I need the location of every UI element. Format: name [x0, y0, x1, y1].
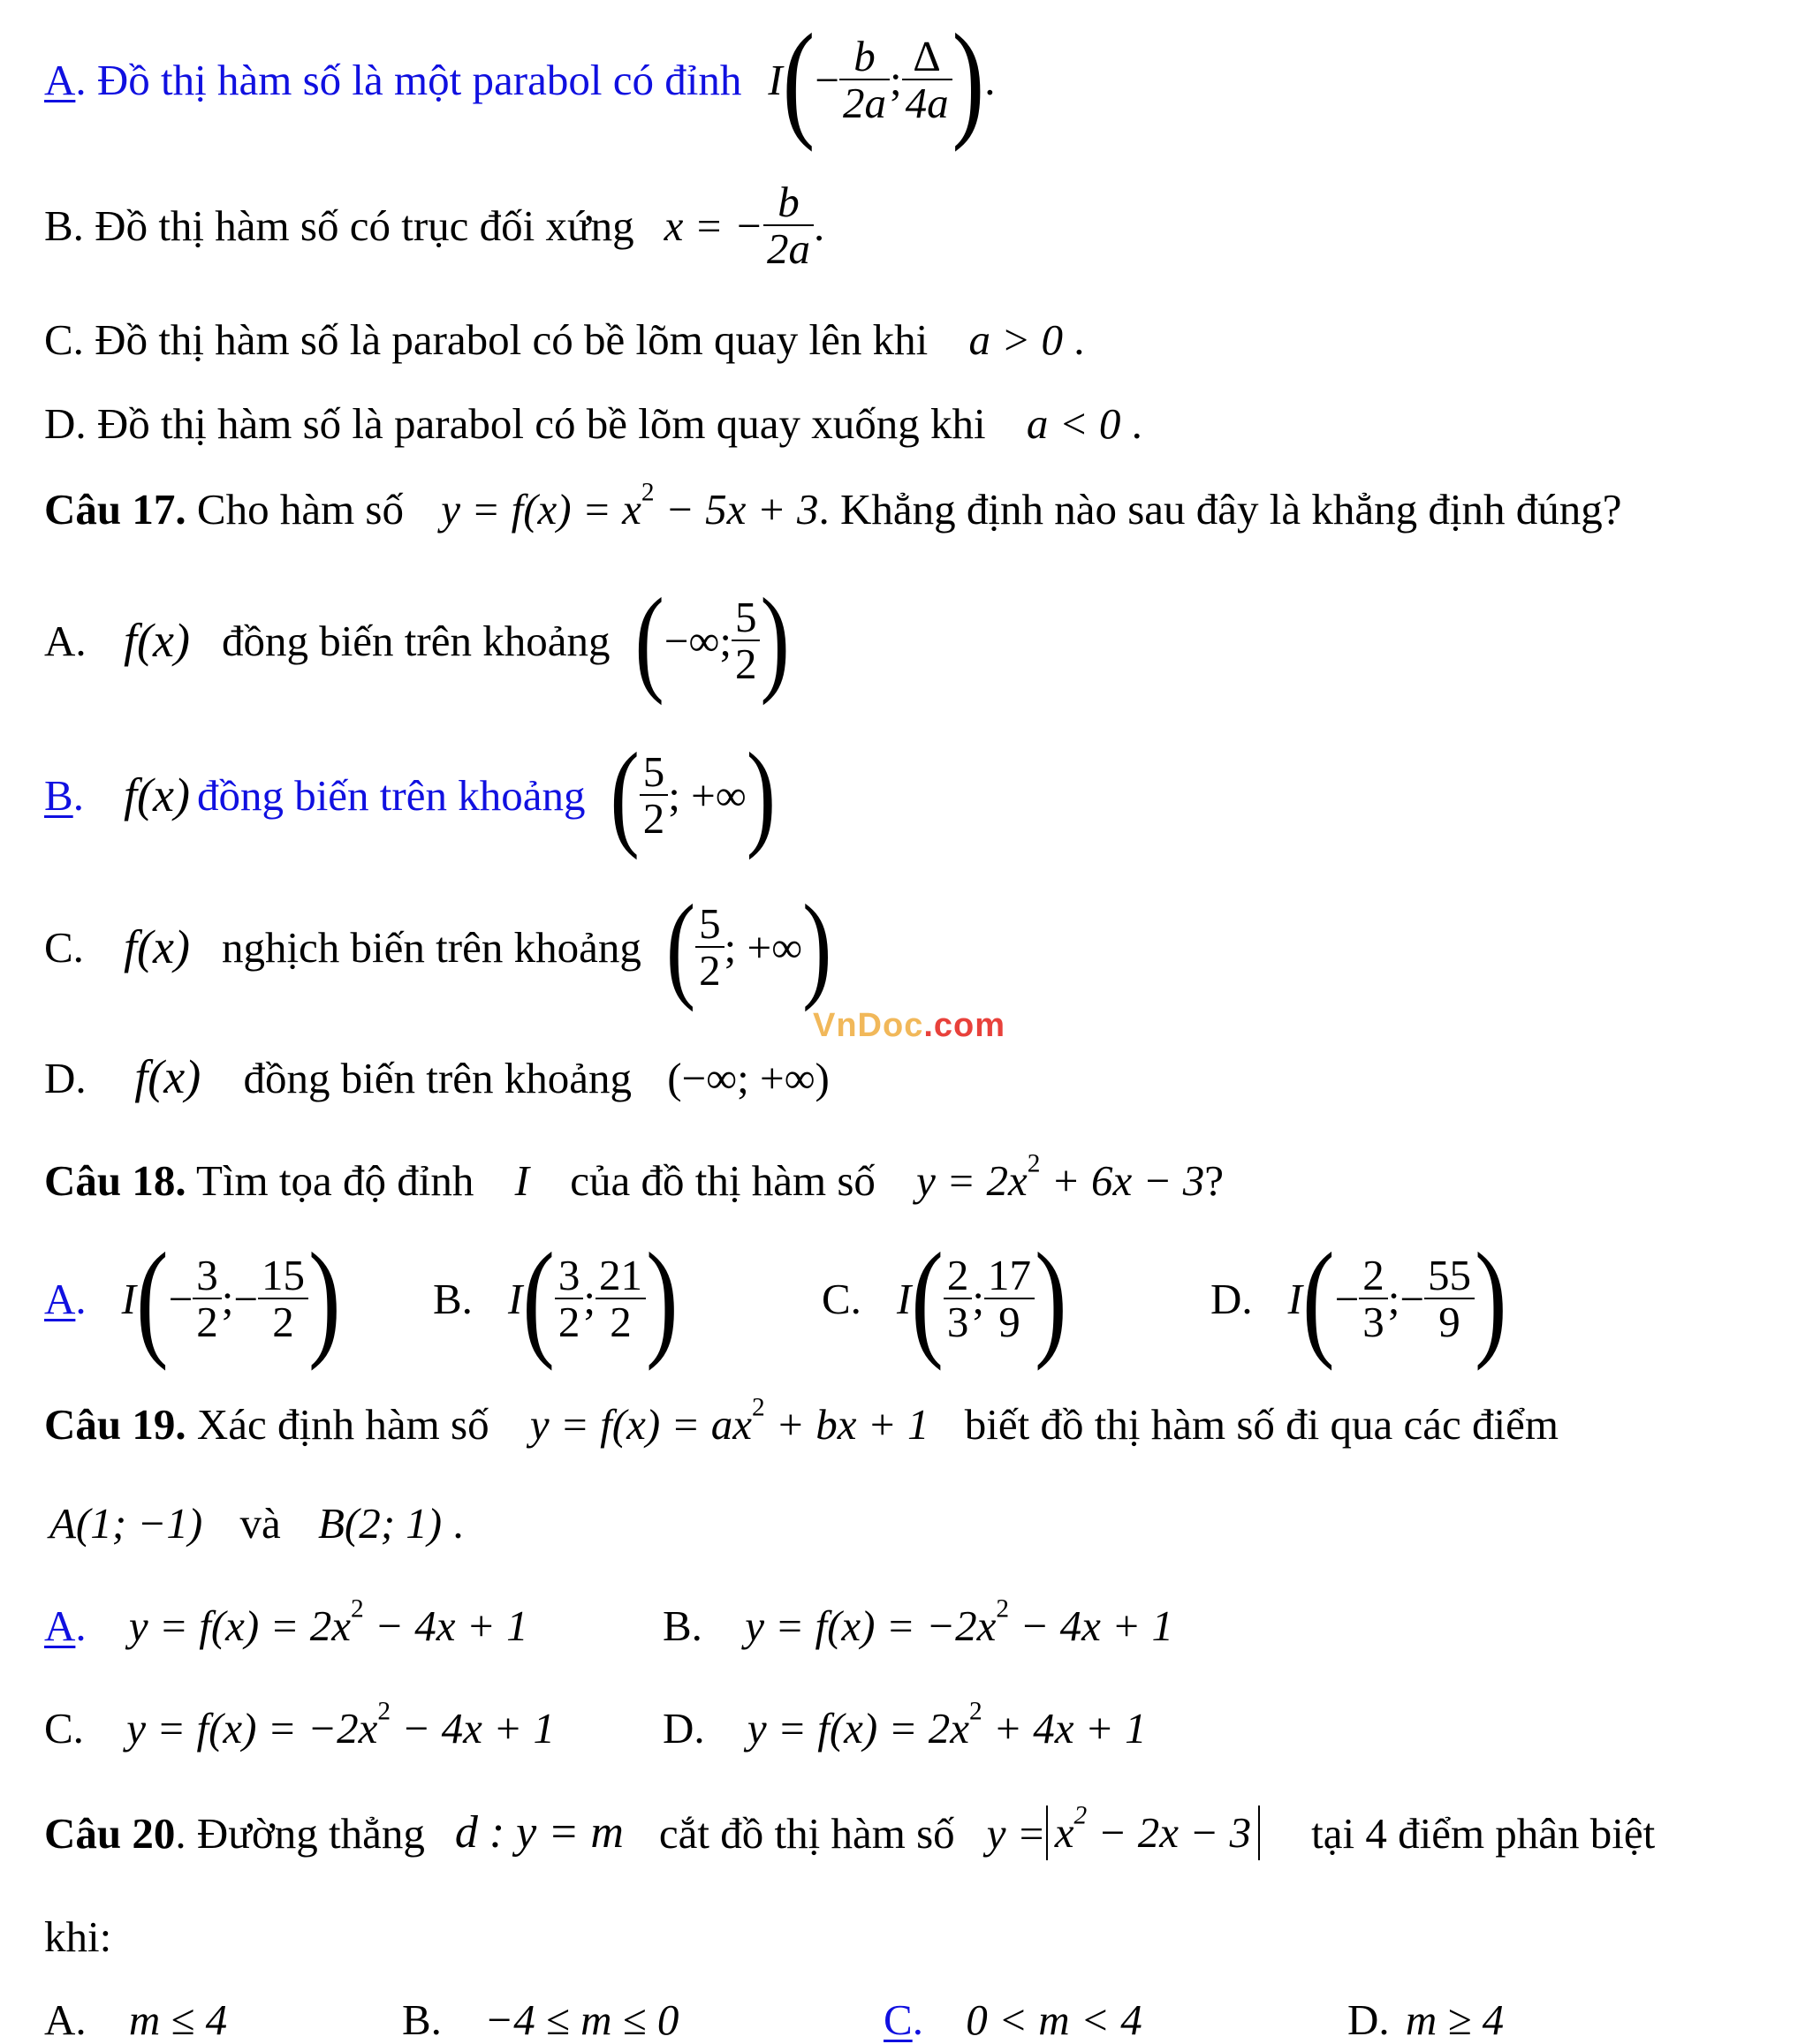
q18-c-n1: 2: [944, 1253, 973, 1299]
q20-text-after: tại 4 điểm phân biệt: [1311, 1808, 1656, 1858]
q17-option-a: [44, 573, 790, 707]
q18-a-n2: 15: [258, 1253, 308, 1299]
q16-b-text: B. Đồ thị hàm số có trục đối xứng: [44, 201, 634, 250]
q18-a-letter: A: [44, 1274, 76, 1323]
q17-text-before: Cho hàm số: [196, 485, 405, 534]
q18-a-d1: 2: [196, 1298, 218, 1346]
q17-option-d: [44, 1050, 830, 1103]
q17-a-text: đồng biến trên khoảng: [221, 616, 611, 665]
q17-option-b: B. f(x) đồng biến trên khoảng ( 5 2 ; +∞ ): [44, 728, 777, 861]
q17-a-interval: ( −∞; 5 2 ): [634, 573, 790, 707]
q19-point-b: B(2; 1): [317, 1499, 443, 1548]
q20-option-d: [1347, 1995, 1505, 2044]
q17-label: Câu 17.: [44, 485, 186, 534]
q18-c-letter: C.: [822, 1274, 861, 1323]
q18-formula-tail: + 6x − 3: [1040, 1156, 1205, 1205]
q18-c-d2: 9: [998, 1298, 1020, 1346]
q19-option-c: [44, 1697, 555, 1753]
q17-text-after: . Khẳng định nào sau đây là khẳng định đúng?: [818, 485, 1622, 534]
q19-d-formula: y = f(x) = 2x: [747, 1704, 970, 1753]
q16-option-b: [44, 172, 824, 278]
q16-a-den1: 2a: [842, 79, 886, 127]
q17-formula: y = f(x) = x: [441, 485, 641, 534]
q16-b-b: b: [763, 179, 814, 226]
q18-option-b: B. I ( 3 2 ; 21 2 ): [433, 1225, 679, 1372]
q17-b-interval: ( 5 2 ; +∞ ): [610, 728, 777, 861]
q16-d-text: D. Đồ thị hàm số là parabol có bề lõm quay xuống khi: [44, 399, 986, 448]
q16-b-axis: x = − $\frac{b}{2a}$ .: [664, 177, 825, 273]
q17-c-text: nghịch biến trên khoảng: [221, 922, 641, 972]
q17-a-letter: A.: [44, 616, 87, 665]
q19-formula-tail: + bx + 1: [764, 1400, 929, 1449]
q19-c-exp: 2: [377, 1697, 391, 1726]
q18-exp: 2: [1027, 1149, 1041, 1178]
q18-d-s2: −: [1400, 1274, 1425, 1323]
q20-b-letter: B.: [402, 1995, 442, 2044]
q17-c-fx: f(x): [124, 920, 190, 973]
q20-a-cond: m ≤ 4: [128, 1995, 228, 2044]
watermark-part1: VnDoc: [813, 1007, 924, 1044]
q18-formula: y = 2x: [916, 1156, 1028, 1205]
q17-option-c: [44, 880, 832, 1013]
q16-option-c: C. Đồ thị hàm số là parabol có bề lõm quay lên khi a > 0 .: [44, 315, 1085, 364]
q19-formula: y = f(x) = ax: [529, 1400, 752, 1449]
q19-and: và: [239, 1499, 281, 1548]
q18-b-letter: B.: [433, 1274, 473, 1323]
q18-b-d1: 2: [558, 1298, 580, 1346]
q20-khi-text: khi:: [44, 1912, 112, 1961]
q20-c-letter: C: [884, 1995, 913, 2044]
q16-a-den2: 4a: [905, 79, 949, 127]
q19-a-formula: y = f(x) = 2x: [128, 1601, 352, 1650]
q18-a-s2: −: [233, 1274, 259, 1323]
q20-option-a: [44, 1995, 228, 2044]
q18-c-d1: 3: [946, 1298, 969, 1346]
q20-c-cond: 0 < m < 4: [966, 1995, 1142, 2044]
q20-abs: [1046, 1801, 1260, 1860]
q19-c-formula: y = f(x) = −2x: [126, 1704, 378, 1753]
q18-c-n2: 17: [984, 1253, 1035, 1299]
q19-text-before: Xác định hàm số: [196, 1400, 489, 1449]
q18-option-c: C. I ( 2 3 ; 17 9 ): [822, 1225, 1067, 1372]
q18-b-n1: 3: [555, 1253, 584, 1299]
q18-a-n1: 3: [193, 1253, 222, 1299]
q19-a-exp: 2: [351, 1594, 364, 1624]
q16-b-den: 2a: [766, 224, 810, 273]
q18-option-d: D. I ( − $\frac{2}{3}$ ; − $\frac{55}{9}$ ): [1210, 1225, 1507, 1372]
q17-a-fx: f(x): [124, 614, 190, 667]
q17-formula-tail: − 5x + 3: [654, 485, 819, 534]
q20-b-cond: −4 ≤ m ≤ 0: [484, 1995, 679, 2044]
q20-text-before: . Đường thẳng: [175, 1808, 425, 1858]
q18-b-d2: 2: [610, 1298, 632, 1346]
q18-d-n1: 2: [1359, 1253, 1388, 1299]
q20-text-mid: cắt đồ thị hàm số: [658, 1808, 955, 1858]
q18-text-before: Tìm tọa độ đỉnh: [196, 1156, 474, 1205]
q20-d-cond: m ≥ 4: [1405, 1995, 1505, 2044]
q16-a-vertex: I ( − $\frac{b}{2a}$ ; Δ 4a ) .: [768, 6, 996, 153]
q17-question: [44, 478, 1622, 534]
q17-d-fx: f(x): [134, 1050, 201, 1103]
q20-d-letter: D.: [1347, 1995, 1390, 2044]
q19-d-exp: 2: [969, 1697, 982, 1726]
q18-option-a: A. I ( − $\frac{3}{2}$ ; − $\frac{15}{2}$ ): [44, 1225, 341, 1372]
q18-d-d1: 3: [1362, 1298, 1384, 1346]
q20-abs-tail: − 2x − 3: [1087, 1808, 1252, 1857]
q17-d-text: đồng biến trên khoảng: [243, 1054, 632, 1102]
q16-c-text: C. Đồ thị hàm số là parabol có bề lõm quay lên khi: [44, 315, 929, 364]
q19-a-tail: − 4x + 1: [363, 1601, 528, 1650]
vndoc-watermark: [813, 1007, 1005, 1045]
q19-question: [44, 1393, 1559, 1449]
q18-d-d2: 9: [1438, 1298, 1460, 1346]
q19-b-exp: 2: [996, 1594, 1010, 1624]
q16-a-text: . Đồ thị hàm số là một parabol có đỉnh: [75, 55, 742, 104]
q20-khi: [44, 1912, 112, 1961]
q19-exp: 2: [751, 1393, 765, 1422]
q16-option-a: [44, 6, 996, 153]
q18-d-letter: D.: [1210, 1274, 1253, 1323]
q20-line-eq: d : y = m: [454, 1807, 624, 1858]
q19-option-a: A. $y = f(x) = 2x^2 - 4x + 1$: [44, 1594, 528, 1650]
q19-d-letter: D.: [663, 1704, 705, 1753]
q20-question: [44, 1802, 1655, 1864]
q18-qmark: ?: [1204, 1156, 1225, 1205]
q18-d-s1: −: [1334, 1274, 1360, 1323]
q19-text-after: biết đồ thị hàm số đi qua các điểm: [964, 1400, 1559, 1449]
q16-a-b: b: [839, 34, 890, 80]
q20-exp: 2: [1073, 1801, 1088, 1830]
q19-b-tail: − 4x + 1: [1009, 1601, 1173, 1650]
q16-a-I: I: [768, 55, 783, 104]
q20-abs-inner: x: [1054, 1808, 1074, 1857]
q16-b-xeq: x = −: [664, 201, 763, 250]
q16-c-cond: a > 0: [968, 315, 1064, 364]
q19-label: Câu 19.: [44, 1400, 186, 1449]
q16-a-letter: A: [44, 55, 76, 104]
q17-c-interval: ( 5 2 ; +∞ ): [665, 880, 832, 1013]
q20-option-b: [402, 1995, 679, 2044]
q17-exp: 2: [641, 478, 655, 507]
q17-d-letter: D.: [44, 1054, 87, 1102]
q17-d-interval: (−∞; +∞): [667, 1054, 830, 1102]
q19-c-letter: C.: [44, 1704, 84, 1753]
q17-b-text: đồng biến trên khoảng: [196, 770, 586, 820]
q16-a-delta: Δ: [902, 34, 952, 80]
q18-options: [44, 1225, 1767, 1372]
q19-option-b: [663, 1594, 1173, 1650]
q16-d-cond: a < 0: [1026, 399, 1121, 448]
q19-a-letter: A: [44, 1601, 76, 1650]
q18-a-d2: 2: [272, 1298, 294, 1346]
q19-b-letter: B.: [663, 1601, 702, 1650]
q18-text-mid: của đồ thị hàm số: [570, 1156, 876, 1205]
q17-b-fx: f(x): [124, 768, 190, 821]
q18-d-n2: 55: [1424, 1253, 1475, 1299]
q19-point-a: A(1; −1): [49, 1499, 203, 1548]
q18-b-n2: 21: [595, 1253, 646, 1299]
q19-c-tail: − 4x + 1: [391, 1704, 555, 1753]
q17-b-letter: B: [44, 770, 73, 820]
q19-option-d: [663, 1697, 1147, 1753]
q18-a-s1: −: [168, 1274, 193, 1323]
q17-c-letter: C.: [44, 922, 84, 972]
q18-label: Câu 18.: [44, 1156, 186, 1205]
watermark-part2: .com: [923, 1007, 1006, 1044]
q19-points: A(1; −1) và B(2; 1) .: [49, 1499, 464, 1548]
q18-question: [44, 1149, 1225, 1205]
q20-y-eq: y =: [986, 1808, 1046, 1858]
q20-a-letter: A.: [44, 1995, 87, 2044]
q18-I: I: [514, 1156, 529, 1205]
q20-label: Câu 20: [44, 1808, 176, 1858]
q19-b-formula: y = f(x) = −2x: [745, 1601, 997, 1650]
q20-option-c: C. 0 < m < 4: [884, 1995, 1142, 2044]
q19-d-tail: + 4x + 1: [982, 1704, 1147, 1753]
q16-option-d: D. Đồ thị hàm số là parabol có bề lõm quay xuống khi a < 0 .: [44, 399, 1142, 448]
